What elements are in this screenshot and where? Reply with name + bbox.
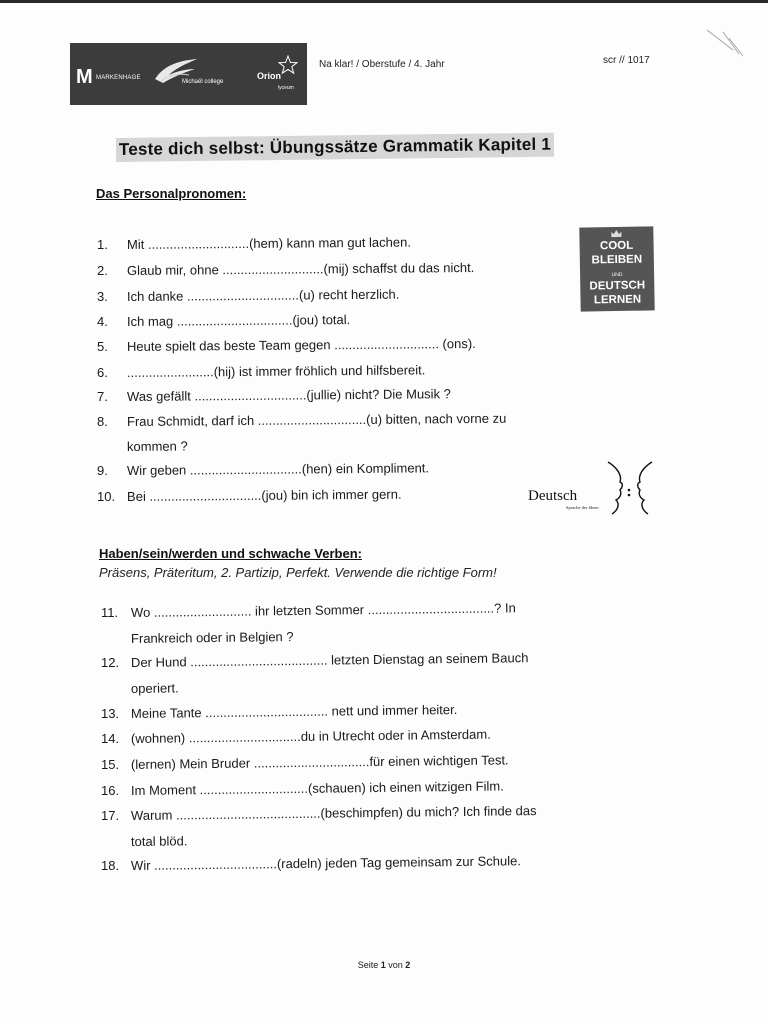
exercise-sentence: Mit ............................(hem) kann man gut lachen. bbox=[126, 234, 411, 252]
exercise-sentence: ........................(hij) ist immer fröhlich und hilfsbereit. bbox=[126, 362, 426, 380]
lyceum-label: lyceum bbox=[278, 85, 294, 91]
badge-line-und: UND bbox=[611, 271, 623, 279]
orion-label: Orion bbox=[257, 71, 281, 81]
exercise-sentence: (lernen) Mein Bruder ................................für einen wichtigen Test. bbox=[130, 752, 509, 772]
exercise-sentence: Wo ........................... ihr letzten Sommer ...................................? In bbox=[130, 600, 516, 620]
exercise-sentence: Glaub mir, ohne ............................(mij) schaffst du das nicht. bbox=[126, 259, 475, 278]
exercise-number: 13. bbox=[101, 706, 120, 721]
badge-line-lernen: LERNEN bbox=[593, 293, 642, 307]
exercise-number: 6. bbox=[97, 365, 108, 380]
cool-bleiben-badge bbox=[579, 226, 654, 311]
michael-college-label: Michaël college bbox=[182, 79, 224, 85]
exercise-sentence: Wir geben ...............................(hen) ein Kompliment. bbox=[126, 460, 430, 478]
exercise-sentence: Ich mag ................................(jou) total. bbox=[126, 312, 351, 329]
exercise-number: 7. bbox=[97, 389, 108, 404]
page-footer bbox=[0, 960, 768, 970]
exercise-sentence: Wir ..................................(radeln) jeden Tag gemeinsam zur Schule. bbox=[130, 853, 521, 873]
exercise-sentence: Meine Tante .................................. nett und immer heiter. bbox=[130, 702, 458, 721]
exercise-sentence: Ich danke ...............................(u) recht herzlich. bbox=[126, 286, 400, 304]
section-heading-personalpronomen: Das Personalpronomen: bbox=[96, 186, 247, 201]
exercise-sentence: Was gefällt ...............................(jullie) nicht? Die Musik ? bbox=[126, 386, 451, 404]
exercise-number: 16. bbox=[101, 783, 120, 798]
deutsch-logo-subtitle: Sprache der Ideen bbox=[566, 505, 599, 510]
exercise-number: 15. bbox=[101, 757, 120, 772]
markenhage-label: MARKENHAGE bbox=[96, 75, 141, 81]
badge-line-bleiben: BLEIBEN bbox=[591, 253, 643, 267]
exercise-sentence: Heute spielt das beste Team gegen ............................. (ons). bbox=[126, 335, 476, 354]
exercise-number: 5. bbox=[97, 339, 108, 354]
section-instruction: Präsens, Präteritum, 2. Partizip, Perfekt. Verwende die richtige Form! bbox=[99, 565, 497, 580]
section-heading-verben: Haben/sein/werden und schwache Verben: bbox=[99, 546, 362, 561]
exercise-sentence-continuation: operiert. bbox=[130, 680, 179, 696]
exercise-sentence-continuation: total blöd. bbox=[130, 833, 188, 849]
exercise-number: 9. bbox=[97, 463, 108, 478]
exercise-sentence: (wohnen) ...............................du in Utrecht oder in Amsterdam. bbox=[130, 726, 491, 746]
footer-total-pages: 2 bbox=[405, 960, 411, 970]
crown-icon bbox=[610, 229, 622, 238]
exercise-number: 10. bbox=[97, 489, 116, 504]
exercise-sentence: Warum ........................................(beschimpfen) du mich? Ich finde das bbox=[130, 803, 537, 823]
exercise-number: 2. bbox=[97, 263, 108, 278]
exercise-number: 1. bbox=[97, 237, 108, 252]
footer-mid: von bbox=[385, 960, 406, 970]
footer-page-number: 1 bbox=[380, 960, 386, 970]
exercise-number: 11. bbox=[101, 605, 119, 620]
course-label: Na klar! / Oberstufe / 4. Jahr bbox=[319, 59, 445, 70]
exercise-number: 4. bbox=[97, 314, 108, 329]
badge-line-cool: COOL bbox=[599, 239, 634, 253]
badge-line-deutsch: DEUTSCH bbox=[589, 279, 646, 293]
exercise-number: 17. bbox=[101, 808, 120, 823]
exercise-sentence-continuation: kommen ? bbox=[126, 438, 188, 454]
exercise-sentence: Der Hund ...................................... letzten Dienstag an seinem Bauch bbox=[130, 650, 529, 670]
document-code: scr // 1017 bbox=[603, 55, 650, 66]
footer-prefix: Seite bbox=[357, 960, 381, 970]
exercise-number: 18. bbox=[101, 858, 120, 873]
exercise-sentence: Bei ...............................(jou) bin ich immer gern. bbox=[126, 486, 402, 504]
page-title: Teste dich selbst: Übungssätze Grammatik Kapitel 1 bbox=[116, 133, 554, 162]
brand-m: M bbox=[76, 66, 93, 88]
exercise-sentence: Im Moment ..............................(schauen) ich einen witzigen Film. bbox=[130, 778, 504, 798]
exercise-number: 14. bbox=[101, 731, 120, 746]
exercise-number: 3. bbox=[97, 289, 108, 304]
exercise-sentence-continuation: Frankreich oder in Belgien ? bbox=[130, 629, 294, 646]
exercise-sentence: Frau Schmidt, darf ich ..............................(u) bitten, nach vorne zu bbox=[126, 410, 507, 429]
deutsch-logo-text: Deutsch bbox=[528, 488, 578, 504]
exercise-number: 12. bbox=[101, 655, 120, 670]
exercise-number: 8. bbox=[97, 414, 108, 429]
faces-profile-icon bbox=[600, 458, 660, 518]
